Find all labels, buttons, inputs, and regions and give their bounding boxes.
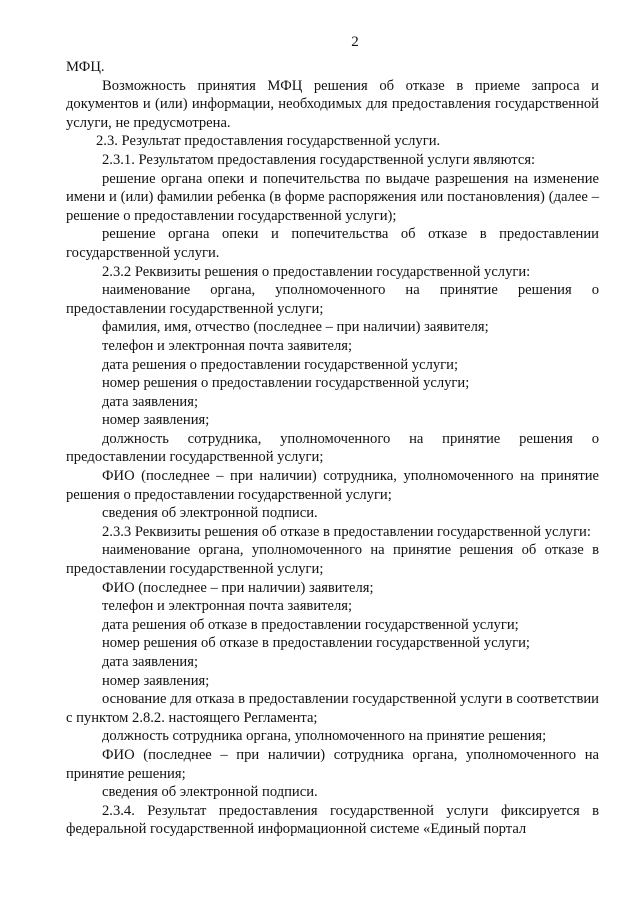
subsection-heading: 2.3.2 Реквизиты решения о предоставлении государственной услуги:	[102, 263, 531, 280]
paragraph: МФЦ.	[66, 59, 105, 75]
list-item: сведения об электронной подписи.	[102, 505, 318, 522]
list-item: наименование органа, уполномоченного на принятие решения об отказе в предоставлении государственной услуги;	[66, 542, 599, 578]
list-item: дата решения об отказе в предоставлении государственной услуги;	[102, 616, 519, 633]
paragraph: 2.3.4. Результат предоставления государственной услуги фиксируется в федеральной государственной информационной системе «Единый портал	[66, 802, 599, 838]
list-item: ФИО (последнее – при наличии) заявителя;	[102, 579, 374, 596]
paragraph: 2.3.1. Результатом предоставления государственной услуги являются:	[102, 151, 536, 168]
list-item: дата решения о предоставлении государственной услуги;	[102, 356, 459, 373]
page-number: 2	[351, 34, 359, 50]
list-item: сведения об электронной подписи.	[102, 784, 318, 801]
list-item: основание для отказа в предоставлении государственной услуги в соответствии с пунктом 2.8.2. настоящего Регламента;	[66, 691, 599, 726]
paragraph: решение органа опеки и попечительства об отказе в предоставлении государственной услуги.	[66, 226, 599, 261]
document-body	[66, 58, 599, 839]
list-item: должность сотрудника органа, уполномоченного на принятие решения;	[102, 728, 547, 745]
list-item: дата заявления;	[102, 393, 199, 410]
list-item: ФИО (последнее – при наличии) сотрудника органа, уполномоченного на принятие решения;	[66, 746, 599, 782]
list-item: дата заявления;	[102, 654, 199, 670]
list-item: телефон и электронная почта заявителя;	[102, 598, 353, 615]
list-item: номер заявления;	[102, 672, 210, 689]
list-item: телефон и электронная почта заявителя;	[102, 337, 353, 354]
list-item: номер решения о предоставлении государственной услуги;	[102, 375, 470, 392]
paragraph: Возможность принятия МФЦ решения об отказе в приеме запроса и документов и (или) информации, необходимых для предоставления государственной услуги, не предусмотрена.	[66, 77, 599, 131]
section-heading: 2.3. Результат предоставления государственной услуги.	[96, 133, 441, 150]
paragraph: решение органа опеки и попечительства по выдаче разрешения на изменение имени и (или) фамилии ребенка (в форме распоряжения или постановления) (далее – решение о предоставлении государственной услуги);	[66, 170, 599, 224]
list-item: должность сотрудника, уполномоченного на принятие решения о предоставлении государственной услуги;	[66, 430, 599, 466]
list-item: наименование органа, уполномоченного на принятие решения о предоставлении государственной услуги;	[66, 282, 599, 317]
list-item: номер заявления;	[102, 412, 210, 429]
list-item: ФИО (последнее – при наличии) сотрудника, уполномоченного на принятие решения о предоставлении государственной услуги;	[66, 468, 599, 503]
list-item: номер решения об отказе в предоставлении государственной услуги;	[102, 635, 530, 652]
list-item: фамилия, имя, отчество (последнее – при наличии) заявителя;	[102, 319, 489, 336]
subsection-heading: 2.3.3 Реквизиты решения об отказе в предоставлении государственной услуги:	[102, 523, 591, 540]
